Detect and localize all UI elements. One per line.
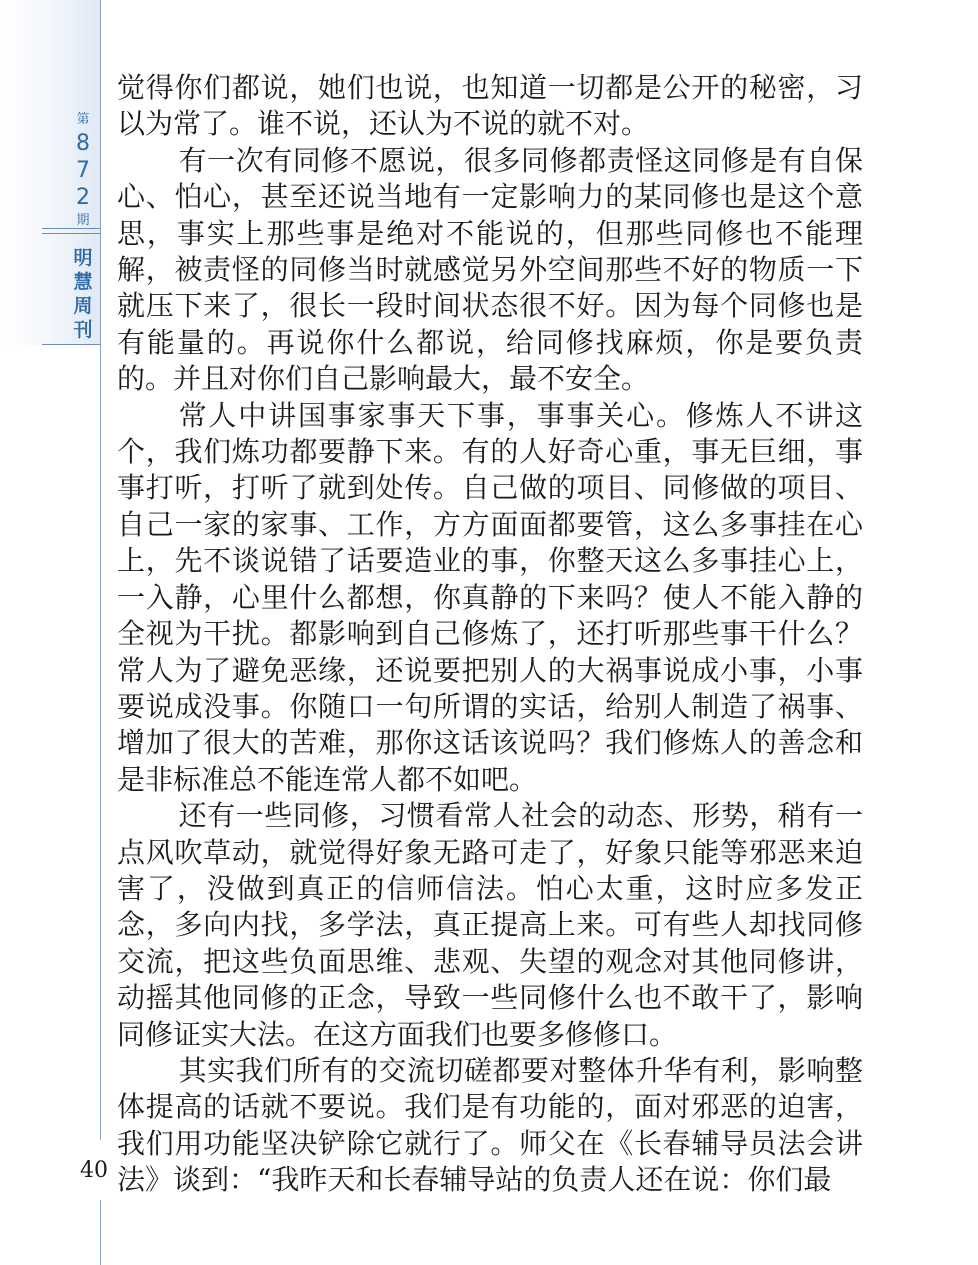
magazine-char: 周 xyxy=(73,295,93,317)
sidebar-divider xyxy=(42,233,100,234)
sidebar-divider xyxy=(42,228,100,229)
issue-digit: 8 xyxy=(76,131,90,156)
margin-rule-bottom xyxy=(100,1200,101,1265)
magazine-char: 刊 xyxy=(73,319,93,341)
sidebar-bottom-rule xyxy=(42,344,100,345)
paragraph: 有一次有同修不愿说，很多同修都责怪这同修是有自保心、怕心，甚至还说当地有一定影响力的某同修也是这个意思，事实上那些事是绝对不能说的，但那些同修也不能理解，被责怪的同修当时就感觉另外空间那些不好的物质一下就压下来了，很长一段时间状态很不好。因为每个同修也是有能量的。再说你什么都说，给同修找麻烦，你是要负责的。并且对你们自己影响最大，最不安全。 xyxy=(117,143,863,396)
magazine-char: 慧 xyxy=(73,271,93,293)
issue-prefix: 第 xyxy=(76,112,90,127)
issue-number xyxy=(58,110,108,231)
paragraph: 其实我们所有的交流切磋都要对整体升华有利，影响整体提高的话就不要说。我们是有功能的，面对邪恶的迫害，我们用功能坚决铲除它就行了。师父在《长春辅导员法会讲法》谈到：“我昨天和长春辅导站的负责人还在说：你们最 xyxy=(117,1053,863,1197)
issue-suffix: 期 xyxy=(76,213,90,228)
issue-digit: 7 xyxy=(76,158,90,183)
article-body xyxy=(117,70,863,1199)
magazine-title xyxy=(58,246,108,342)
paragraph: 常人中讲国事家事天下事，事事关心。修炼人不讲这个，我们炼功都要静下来。有的人好奇心重，事无巨细，事事打听，打听了就到处传。自己做的项目、同修做的项目、自己一家的家事、工作，方方面面都要管，这么多事挂在心上，先不谈说错了话要造业的事，你整天这么多事挂心上，一入静，心里什么都想，你真静的下来吗？使人不能入静的全视为干扰。都影响到自己修炼了，还打听那些事干什么？常人为了避免恶缘，还说要把别人的大祸事说成小事，小事要说成没事。你随口一句所谓的实话，给别人制造了祸事、增加了很大的苦难，那你这话该说吗？我们修炼人的善念和是非标准总不能连常人都不如吧。 xyxy=(117,398,863,796)
magazine-char: 明 xyxy=(73,247,93,269)
paragraph: 还有一些同修，习惯看常人社会的动态、形势，稍有一点风吹草动，就觉得好象无路可走了，好象只能等邪恶来迫害了，没做到真正的信师信法。怕心太重，这时应多发正念，多向内找，多学法，真正提高上来。可有些人却找同修交流，把这些负面思维、悲观、失望的观念对其他同修讲，动摇其他同修的正念，导致一些同修什么也不敢干了，影响同修证实大法。在这方面我们也要多修修口。 xyxy=(117,799,863,1051)
page-number: 40 xyxy=(80,1158,108,1183)
issue-digit: 2 xyxy=(76,185,90,210)
paragraph: 觉得你们都说，她们也说，也知道一切都是公开的秘密，习以为常了。谁不说，还认为不说的就不对。 xyxy=(117,71,863,141)
